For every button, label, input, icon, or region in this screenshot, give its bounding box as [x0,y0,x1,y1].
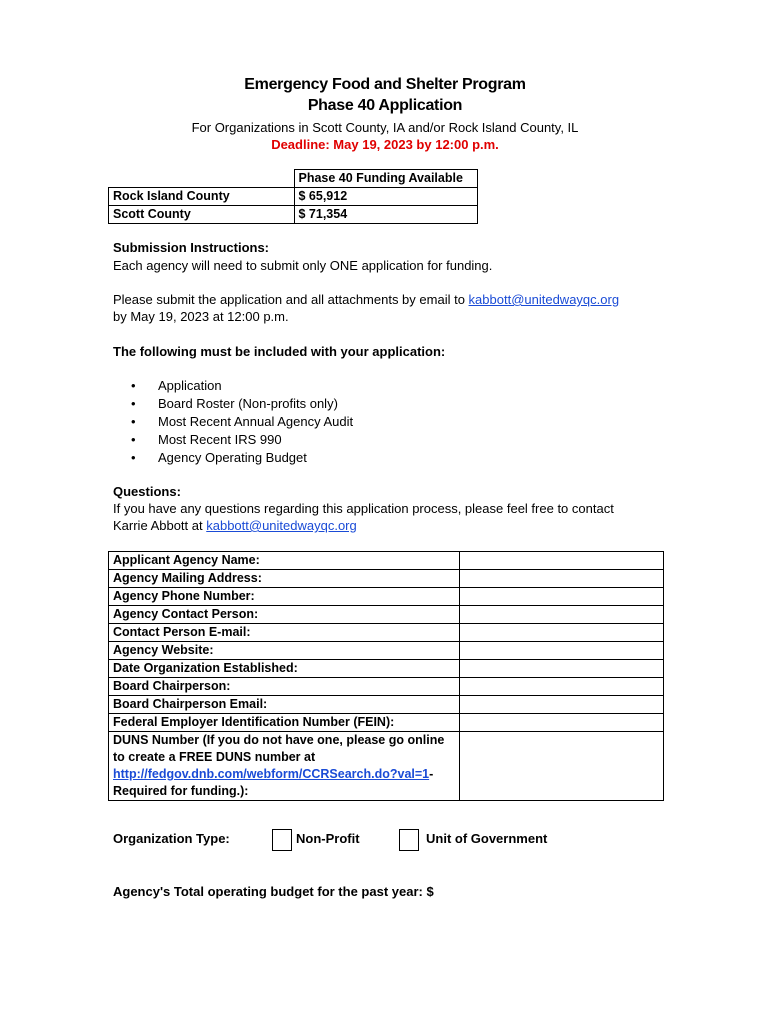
list-item-text: Agency Operating Budget [158,450,307,465]
applicant-agency-name-field[interactable] [459,552,663,570]
board-chairperson-field[interactable] [459,678,663,696]
bullet-icon: • [131,414,136,429]
list-item [131,413,353,431]
questions-heading: Questions: [113,484,181,499]
organization-type-label: Organization Type: [113,831,230,846]
questions-line-2-text: Karrie Abbott at [113,518,207,533]
unit-of-government-checkbox[interactable] [399,829,419,851]
table-row [109,206,478,224]
table-row [109,696,664,714]
duns-link[interactable]: http://fedgov.dnb.com/webform/CCRSearch.do?val=1 [113,767,430,781]
table-row [109,606,664,624]
submission-line-1: Each agency will need to submit only ONE application for funding. [113,258,493,273]
field-label: Board Chairperson Email: [109,696,460,714]
requirements-heading: The following must be included with your application: [113,344,446,359]
agency-info-table [108,551,664,801]
submission-line-3: by May 19, 2023 at 12:00 p.m. [113,309,289,324]
table-row [109,642,664,660]
duns-line-4: Required for funding.): [113,784,249,798]
page-title: Emergency Food and Shelter Program [244,76,526,93]
duns-dash: - [429,767,434,781]
submission-line-2-text: Please submit the application and all attachments by email to [113,292,469,307]
table-row [109,714,664,732]
non-profit-label: Non-Profit [296,831,360,846]
list-item-text: Most Recent Annual Agency Audit [158,414,354,429]
agency-mailing-address-field[interactable] [459,570,663,588]
non-profit-checkbox[interactable] [272,829,292,851]
funding-table-header: Phase 40 Funding Available [294,170,477,188]
list-item [131,377,353,395]
funding-county: Scott County [109,206,295,224]
list-item-text: Most Recent IRS 990 [158,432,282,447]
board-chairperson-email-field[interactable] [459,696,663,714]
operating-budget-label: Agency's Total operating budget for the past year: $ [113,884,434,899]
list-item-text: Board Roster (Non-profits only) [158,396,338,411]
table-row [109,188,478,206]
funding-table-empty-cell [109,170,295,188]
list-item [131,431,353,449]
funding-table [108,169,478,224]
submission-email-link[interactable]: kabbott@unitedwayqc.org [468,292,620,307]
bullet-icon: • [131,378,136,393]
date-established-field[interactable] [459,660,663,678]
table-row [109,624,664,642]
table-row [109,570,664,588]
duns-line-3 [113,766,455,783]
funding-county: Rock Island County [109,188,295,206]
field-label: Contact Person E-mail: [109,624,460,642]
unit-of-government-label: Unit of Government [426,831,548,846]
field-label: Date Organization Established: [109,660,460,678]
field-label: Board Chairperson: [109,678,460,696]
funding-amount: $ 65,912 [294,188,477,206]
contact-person-email-field[interactable] [459,624,663,642]
field-label: Agency Mailing Address: [109,570,460,588]
table-row [109,552,664,570]
questions-line-2 [113,517,357,534]
field-label: Agency Phone Number: [109,588,460,606]
agency-phone-number-field[interactable] [459,588,663,606]
list-item [131,395,353,413]
submission-heading: Submission Instructions: [113,240,270,255]
list-item [131,449,353,467]
fein-field[interactable] [459,714,663,732]
duns-number-field[interactable] [459,732,663,801]
page-subtitle-phase: Phase 40 Application [307,97,463,114]
table-row [109,660,664,678]
field-label: Agency Contact Person: [109,606,460,624]
bullet-icon: • [131,432,136,447]
duns-line-1: DUNS Number (If you do not have one, please go online [113,733,445,747]
duns-line-2: to create a FREE DUNS number at [113,750,316,764]
questions-email-link[interactable]: kabbott@unitedwayqc.org [206,518,357,533]
duns-label [109,732,460,801]
table-row [109,732,664,801]
funding-table-header-row [109,170,478,188]
list-item-text: Application [158,378,222,393]
funding-amount: $ 71,354 [294,206,477,224]
table-row [109,678,664,696]
field-label: Agency Website: [109,642,460,660]
questions-line-1: If you have any questions regarding this application process, please feel free to contact [113,501,614,516]
field-label: Applicant Agency Name: [109,552,460,570]
submission-line-2 [113,291,619,308]
table-row [109,588,664,606]
eligibility-subtitle: For Organizations in Scott County, IA and/or Rock Island County, IL [191,120,579,135]
requirements-list [131,377,353,467]
bullet-icon: • [131,396,136,411]
agency-contact-person-field[interactable] [459,606,663,624]
agency-website-field[interactable] [459,642,663,660]
bullet-icon: • [131,450,136,465]
deadline-text: Deadline: May 19, 2023 by 12:00 p.m. [271,137,499,152]
field-label: Federal Employer Identification Number (FEIN): [109,714,460,732]
